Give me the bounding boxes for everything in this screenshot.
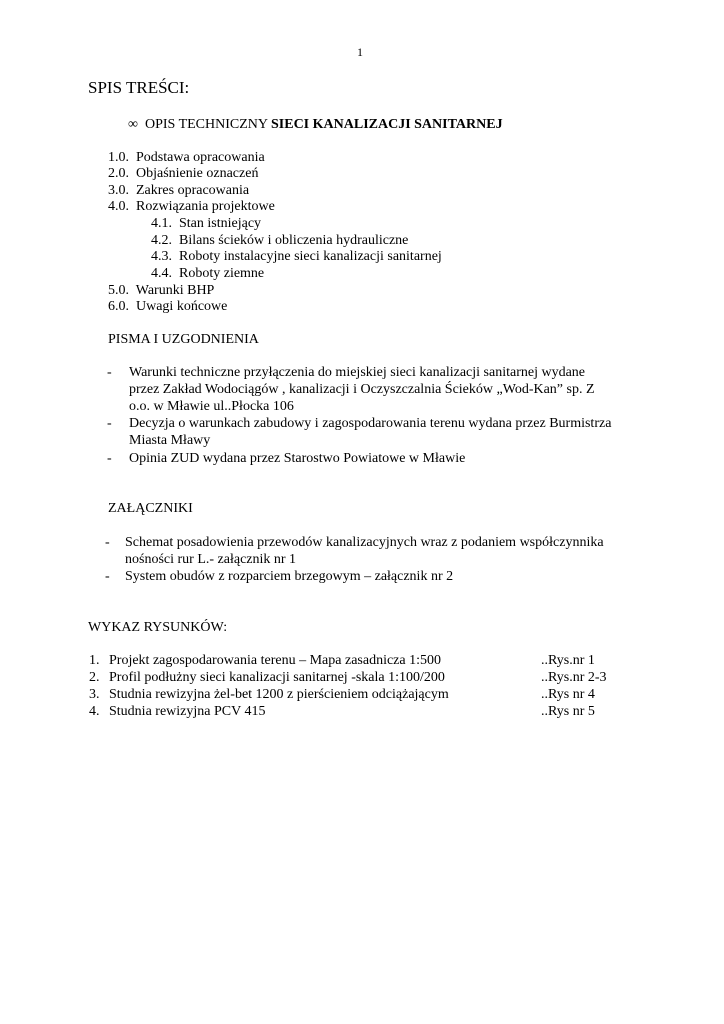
toc-subitem [151,215,261,232]
rysunek-number: 3. [89,687,100,702]
pisma-line: przez Zakład Wodociągów , kanalizacji i Oczyszczalnia Ścieków „Wod-Kan” sp. Z [129,382,595,397]
toc-item-label: Roboty instalacyjne sieci kanalizacji sanitarnej [179,249,442,264]
pisma-line: Warunki techniczne przyłączenia do miejskiej sieci kanalizacji sanitarnej wydane [129,365,585,380]
toc-subitem [151,232,408,249]
section-heading-rysunki: WYKAZ RYSUNKÓW: [88,620,228,635]
toc-item-number: 4.3. [151,249,172,264]
rysunek-label: Profil podłużny sieci kanalizacji sanitarnej -skala 1:100/200 [109,670,445,685]
zalacznik-line: nośności rur L.- załącznik nr 1 [125,552,297,567]
rysunek-ref: ..Rys nr 4 [541,687,595,702]
dash-bullet: - [107,365,112,380]
rysunek-ref: ..Rys nr 5 [541,704,595,719]
toc-item-number: 6.0. [108,299,129,314]
pisma-line: Miasta Mławy [129,433,211,448]
toc-item-number: 4.2. [151,233,172,248]
toc-subitem [151,265,264,282]
toc-item-number: 1.0. [108,150,129,165]
toc-item-label: Rozwiązania projektowe [136,199,275,214]
toc-item-label: Bilans ścieków i obliczenia hydrauliczne [179,233,409,248]
toc-item-label: Zakres opracowania [136,183,250,198]
toc-item-number: 4.0. [108,199,129,214]
dash-bullet: - [107,416,112,431]
rysunek-ref: ..Rys.nr 2-3 [541,670,607,685]
zalacznik-line: Schemat posadowienia przewodów kanalizacyjnych wraz z podaniem współczynnika [125,535,604,550]
rysunek-number: 2. [89,670,100,685]
toc-main-prefix: OPIS TECHNICZNY [144,117,271,132]
section-heading-pisma: PISMA I UZGODNIENIA [108,332,259,347]
toc-item [108,149,265,166]
toc-item [108,198,275,215]
toc-main-entry [128,116,503,133]
rysunek-label: Projekt zagospodarowania terenu – Mapa zasadnicza 1:500 [109,653,441,668]
toc-item [108,182,249,199]
toc-subitem [151,248,442,265]
toc-item-label: Warunki BHP [135,283,215,298]
toc-item-number: 2.0. [108,166,129,181]
toc-item-number: 4.4. [151,266,172,281]
toc-main-bold: SIECI KANALIZACJI SANITARNEJ [271,117,503,132]
rysunek-number: 1. [89,653,100,668]
pisma-line: o.o. w Mławie ul..Płocka 106 [129,399,294,414]
toc-item-label: Objaśnienie oznaczeń [136,166,259,181]
dash-bullet: - [105,535,110,550]
rysunek-label: Studnia rewizyjna żel-bet 1200 z pierścieniem odciążającym [109,687,449,702]
infinity-bullet-icon: ∞ [128,117,138,132]
section-heading-zalaczniki: ZAŁĄCZNIKI [108,501,193,516]
toc-item-number: 5.0. [108,283,129,298]
toc-item [108,298,227,315]
page-number: 1 [357,45,363,59]
pisma-line: Opinia ZUD wydana przez Starostwo Powiatowe w Mławie [129,451,466,466]
toc-item-label: Stan istniejący [179,216,262,231]
zalacznik-line: System obudów z rozparciem brzegowym – załącznik nr 2 [125,569,454,584]
dash-bullet: - [107,451,112,466]
pisma-line: Decyzja o warunkach zabudowy i zagospodarowania terenu wydana przez Burmistrza [129,416,612,431]
dash-bullet: - [105,569,110,584]
toc-item [108,165,258,182]
toc-item [108,282,214,299]
rysunek-number: 4. [89,704,100,719]
toc-item-number: 3.0. [108,183,129,198]
toc-item-label: Podstawa opracowania [136,150,265,165]
rysunek-label: Studnia rewizyjna PCV 415 [109,704,266,719]
page-title: SPIS TREŚCI: [88,78,190,97]
toc-item-label: Uwagi końcowe [136,299,228,314]
toc-item-label: Roboty ziemne [179,266,265,281]
toc-item-number: 4.1. [151,216,172,231]
rysunek-ref: ..Rys.nr 1 [541,653,595,668]
